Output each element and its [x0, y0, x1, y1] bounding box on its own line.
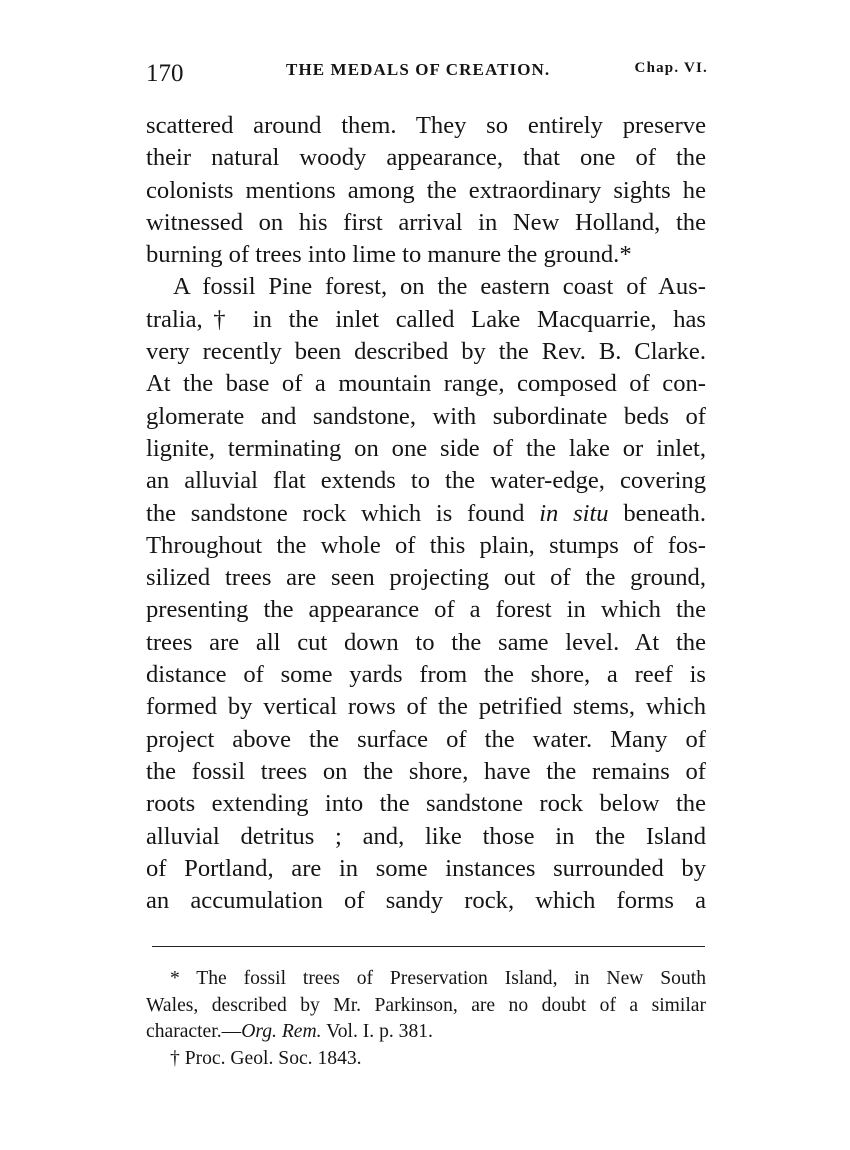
- text-line: their natural woody appearance, that one of the: [146, 144, 706, 172]
- text-line: distance of some yards from the shore, a reef is: [146, 661, 706, 689]
- text-line: A fossil Pine forest, on the eastern coast of Aus-: [173, 273, 706, 301]
- footnote-line: [146, 1019, 706, 1046]
- footnote-line: Wales, described by Mr. Parkinson, are no doubt of a similar: [146, 994, 706, 1016]
- body-text: [146, 110, 706, 917]
- footnote-segment: character.—: [146, 1021, 242, 1042]
- running-head: [146, 60, 708, 90]
- text-line: an accumulation of sandy rock, which forms a: [146, 887, 706, 915]
- text-line: trees are all cut down to the same level. At the: [146, 628, 706, 656]
- text-segment: beneath.: [623, 499, 706, 527]
- text-line: presenting the appearance of a forest in which the: [146, 596, 706, 624]
- text-line: project above the surface of the water. Many of: [146, 725, 706, 753]
- text-line: the fossil trees on the shore, have the remains of: [146, 757, 706, 785]
- text-line: At the base of a mountain range, composed of con-: [146, 370, 706, 398]
- text-line: glomerate and sandstone, with subordinate beds of: [146, 402, 706, 430]
- text-line: roots extending into the sandstone rock below the: [146, 790, 706, 818]
- footnotes: [146, 966, 706, 1072]
- running-title: THE MEDALS OF CREATION.: [286, 60, 551, 79]
- text-line: formed by vertical rows of the petrified stems, which: [146, 693, 706, 721]
- text-line: tralia,† in the inlet called Lake Macquarrie, has: [146, 305, 706, 333]
- text-line: an alluvial flat extends to the water-edge, covering: [146, 467, 706, 495]
- chapter-label: Chap. VI.: [634, 60, 708, 76]
- text-line: of Portland, are in some instances surrounded by: [146, 854, 706, 882]
- footnote-segment: Vol. I. p. 381.: [321, 1021, 433, 1042]
- text-line: colonists mentions among the extraordinary sights he: [146, 176, 706, 204]
- text-line: silized trees are seen projecting out of the ground,: [146, 564, 706, 592]
- text-line: witnessed on his first arrival in New Holland, the: [146, 208, 706, 236]
- footnote-line: * The fossil trees of Preservation Island, in New South: [170, 968, 706, 989]
- text-line: alluvial detritus ; and, like those in the Island: [146, 822, 706, 850]
- text-line: scattered around them. They so entirely preserve: [146, 112, 706, 139]
- text-segment: the sandstone rock which is found: [146, 499, 525, 527]
- text-line: Throughout the whole of this plain, stumps of fos-: [146, 531, 706, 559]
- footnote-divider: [152, 946, 705, 947]
- text-line: [146, 498, 706, 530]
- footnote-line: † Proc. Geol. Soc. 1843.: [170, 1047, 362, 1069]
- text-line: very recently been described by the Rev. B. Clarke.: [146, 338, 706, 366]
- italic-phrase: in situ: [539, 499, 609, 527]
- text-line: lignite, terminating on one side of the lake or inlet,: [146, 434, 706, 462]
- footnote-italic: Org. Rem.: [241, 1021, 322, 1042]
- text-line: burning of trees into lime to manure the ground.*: [146, 241, 632, 269]
- page-number: 170: [146, 60, 184, 87]
